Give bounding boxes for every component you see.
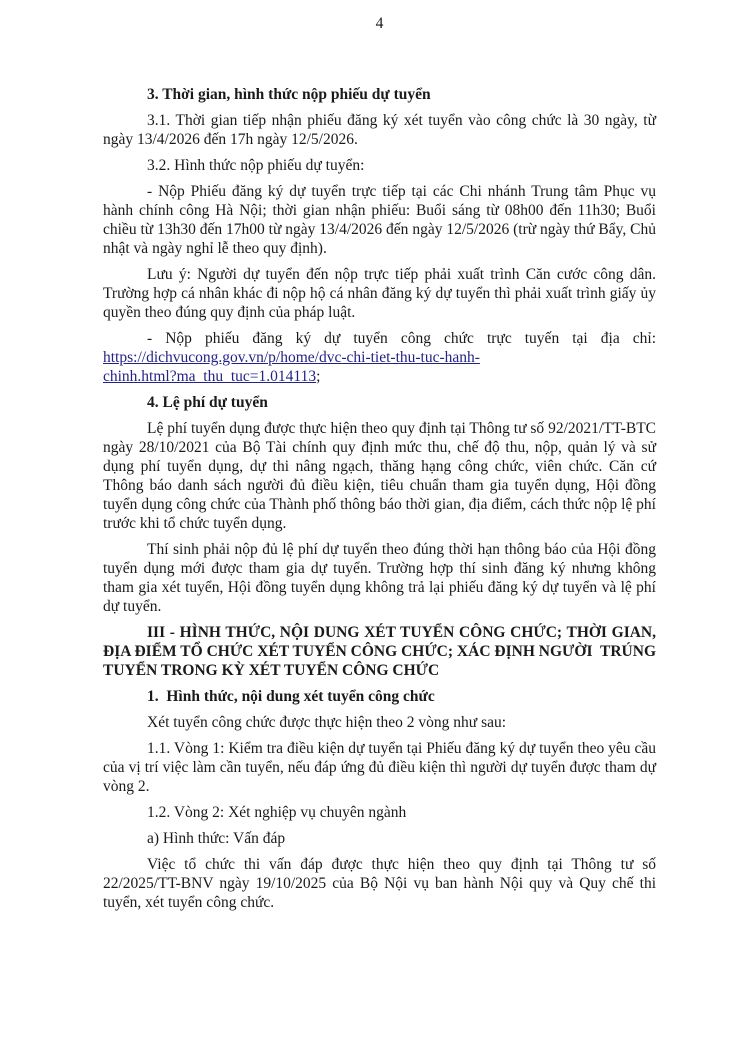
paragraph-direct-submission: - Nộp Phiếu đăng ký dự tuyển trực tiếp tại các Chi nhánh Trung tâm Phục vụ hành chính công Hà Nội; thời gian nhận phiếu: Buổi sáng từ 08h00 đến 11h30; Buổi chiều từ 13h30 đến 17h00 từ ngày 13/4/2026 đến ngày 12/5/2026 (trừ ngày thứ Bẩy, Chủ nhật và ngày nghỉ lễ theo quy định). [103, 183, 656, 257]
section-4-heading: 4. Lệ phí dự tuyển [147, 394, 268, 411]
section-iii-1-heading: 1. Hình thức, nội dung xét tuyển công chức [147, 688, 435, 705]
link-paragraph-text: - Nộp phiếu đăng ký dự tuyển công chức trực tuyến tại địa chỉ: [147, 330, 656, 347]
paragraph-format: a) Hình thức: Vấn đáp [147, 830, 286, 847]
paragraph-interview-regulation: Việc tổ chức thi vấn đáp được thực hiện theo quy định tại Thông tư số 22/2025/TT-BNV ngày 19/10/2025 của Bộ Nội vụ ban hành Nội quy và Quy chế thi tuyển, xét tuyển công chức. [103, 856, 656, 911]
paragraph-fee-regulation: Lệ phí tuyển dụng được thực hiện theo quy định tại Thông tư số 92/2021/TT-BTC ngày 28/10/2021 của Bộ Tài chính quy định mức thu, chế độ thu, nộp, quản lý và sử dụng phí tuyển dụng, dự thi nâng ngạch, thăng hạng công chức, viên chức. Căn cứ Thông báo danh sách người đủ điều kiện, tiêu chuẩn tham gia tuyển dụng, Hội đồng tuyển dụng công chức của Thành phố thông báo thời gian, địa điểm, cách thức nộp lệ phí trước khi tổ chức tuyển dụng. [103, 420, 656, 532]
page-number: 4 [375, 15, 384, 32]
document-body [103, 85, 656, 912]
procedure-url-line-2: chinh.html?ma_thu_tuc=1.014113 [103, 368, 317, 385]
paragraph-3-1: 3.1. Thời gian tiếp nhận phiếu đăng ký xét tuyển vào công chức là 30 ngày, từ ngày 13/4/2026 đến 17h ngày 12/5/2026. [103, 112, 656, 148]
paragraph-round-1: 1.1. Vòng 1: Kiểm tra điều kiện dự tuyển tại Phiếu đăng ký dự tuyển theo yêu cầu của vị trí việc làm cần tuyển, nếu đáp ứng đủ điều kiện thì người dự tuyển được tham dự vòng 2. [103, 740, 656, 795]
paragraph-fee-deadline: Thí sinh phải nộp đủ lệ phí dự tuyển theo đúng thời hạn thông báo của Hội đồng tuyển dụng mới được tham gia dự tuyển. Trường hợp thí sinh đăng ký nhưng không tham gia xét tuyển, Hội đồng tuyển dụng không trả lại phiếu đăng ký dự tuyển và lệ phí dự tuyển. [103, 541, 656, 615]
procedure-url-link[interactable] [103, 349, 480, 385]
paragraph-online-submission [103, 329, 656, 386]
section-iii-heading: III - HÌNH THỨC, NỘI DUNG XÉT TUYỂN CÔNG CHỨC; THỜI GIAN, ĐỊA ĐIỂM TỔ CHỨC XÉT TUYỂN CÔNG CHỨC; XÁC ĐỊNH NGƯỜI TRÚNG TUYỂN TRONG KỲ XÉT TUYỂN CÔNG CHỨC [103, 624, 656, 679]
paragraph-3-2: 3.2. Hình thức nộp phiếu dự tuyển: [147, 157, 365, 174]
procedure-url-line-1: https://dichvucong.gov.vn/p/home/dvc-chi-tiet-thu-tuc-hanh- [103, 349, 480, 366]
section-3-heading: 3. Thời gian, hình thức nộp phiếu dự tuyển [147, 86, 431, 103]
link-terminator: ; [316, 368, 321, 385]
paragraph-round-2: 1.2. Vòng 2: Xét nghiệp vụ chuyên ngành [147, 804, 407, 821]
paragraph-note: Lưu ý: Người dự tuyển đến nộp trực tiếp phải xuất trình Căn cước công dân. Trường hợp cá nhân khác đi nộp hộ cá nhân đăng ký dự tuyển thì phải xuất trình giấy ủy quyền theo đúng quy định của pháp luật. [103, 266, 656, 321]
paragraph-two-rounds: Xét tuyển công chức được thực hiện theo 2 vòng như sau: [147, 714, 507, 731]
